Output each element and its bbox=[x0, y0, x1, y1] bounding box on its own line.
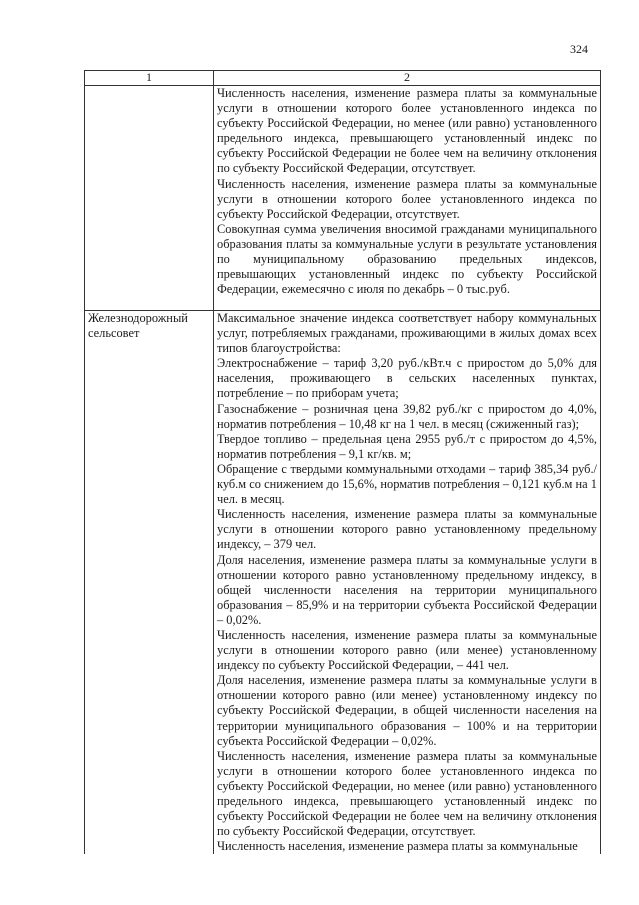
description-cell bbox=[214, 311, 601, 855]
municipality-name-cell: Железнодорожный сельсовет bbox=[85, 311, 214, 855]
paragraph: Электроснабжение – тариф 3,20 руб./кВт.ч с приростом до 5,0% для населения, проживающего в сельских населенных пунктах, потребление – по приборам учета; bbox=[217, 356, 597, 401]
column-header-1: 1 bbox=[85, 71, 214, 86]
column-header-2: 2 bbox=[214, 71, 601, 86]
paragraph: Численность населения, изменение размера платы за коммунальные услуги в отношении которого более установленного индекса по субъекту Российской Федерации, но менее (или равно) установленного предельного индекса, превышающего установленный индекс по субъекту Российской Федерации не более чем на величину отклонения по субъекту Российской Федерации, отсутствует. bbox=[217, 86, 597, 176]
paragraph: Численность населения, изменение размера платы за коммунальные bbox=[217, 839, 578, 854]
paragraph: Численность населения, изменение размера платы за коммунальные услуги в отношении которого равно установленному предельному индексу, – 379 чел. bbox=[217, 507, 597, 552]
paragraph: Численность населения, изменение размера платы за коммунальные услуги в отношении которого более установленного индекса по субъекту Российской Федерации, но менее (или равно) установленного предельного индекса, превышающего установленный индекс по субъекту Российской Федерации не более чем на величину отклонения по субъекту Российской Федерации, отсутствует. bbox=[217, 748, 597, 839]
page-number: 324 bbox=[570, 42, 588, 56]
paragraph: Совокупная сумма увеличения вносимой гражданами муниципального образования платы за коммунальные услуги в результате установления по муниципальному образованию предельных индексов, превышающих установленный индекс по субъекту Российской Федерации, ежемесячно с июля по декабрь – 0 тыс.руб. bbox=[217, 221, 597, 297]
paragraph: Численность населения, изменение размера платы за коммунальные услуги в отношении которого равно (или менее) установленному индексу по субъекту Российской Федерации, – 441 чел. bbox=[217, 627, 597, 673]
paragraph: Газоснабжение – розничная цена 39,82 руб./кг с приростом до 4,0%, норматив потребления – 10,48 кг на 1 чел. в месяц (сжиженный газ); bbox=[217, 401, 597, 431]
paragraph: Доля населения, изменение размера платы за коммунальные услуги в отношении которого равно (или менее) установленному индексу по субъекту Российской Федерации, в общей численности населения на территории муниципального образования – 100% и на территории субъекта Российской Федерации – 0,02%. bbox=[217, 673, 597, 748]
description-cell bbox=[214, 86, 601, 311]
table-row bbox=[85, 311, 601, 855]
table-header-row bbox=[85, 71, 601, 86]
paragraph: Доля населения, изменение размера платы за коммунальные услуги в отношении которого равно установленному предельному индексу, в общей численности населения на территории муниципального образования – 85,9% и на территории субъекта Российской Федерации – 0,02%. bbox=[217, 552, 597, 627]
paragraph: Максимальное значение индекса соответствует набору коммунальных услуг, потребляемых гражданами, проживающими в жилых домах всех типов благоустройства: bbox=[217, 311, 597, 356]
paragraph: Численность населения, изменение размера платы за коммунальные услуги в отношении которого более установленного индекса по субъекту Российской Федерации, отсутствует. bbox=[217, 176, 597, 221]
paragraph: Твердое топливо – предельная цена 2955 руб./т с приростом до 4,5%, норматив потребления – 9,1 кг/кв. м; bbox=[217, 431, 597, 461]
paragraph: Обращение с твердыми коммунальными отходами – тариф 385,34 руб./куб.м со снижением до 15,6%, норматив потребления – 0,121 куб.м на 1 чел. в месяц. bbox=[217, 461, 597, 507]
document-table bbox=[84, 70, 601, 854]
table-row bbox=[85, 86, 601, 311]
municipality-name-cell bbox=[85, 86, 214, 311]
